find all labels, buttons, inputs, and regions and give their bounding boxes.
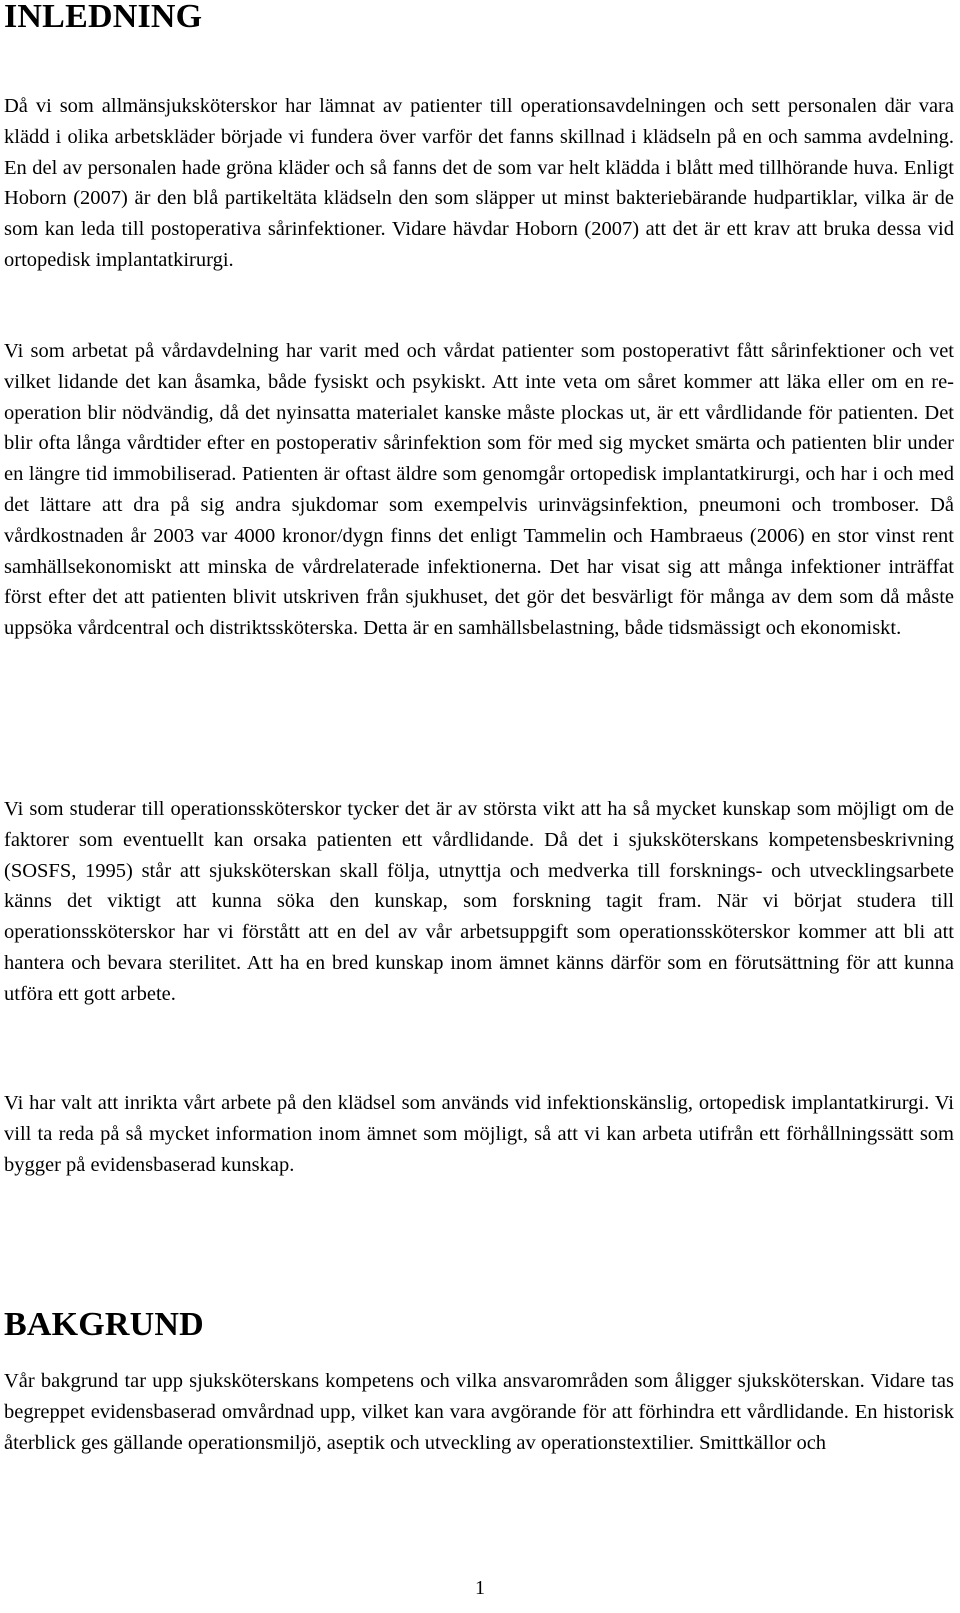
section-heading-bakgrund: BAKGRUND — [4, 1306, 204, 1343]
paragraph: Då vi som allmänsjuksköterskor har lämnat av patienter till operationsavdelningen och sett personalen där vara klädd i olika arbetskläder började vi fundera över varför det fanns skillnad i klädseln på en och samma avdelning. En del av personalen hade gröna kläder och så fanns det de som var helt klädda i blått med tillhörande huva. Enligt Hoborn (2007) är den blå partikeltäta klädseln den som släpper ut minst bakteriebärande hudpartiklar, vilka är de som kan leda till postoperativa sårinfektioner. Vidare hävdar Hoborn (2007) att det är ett krav att bruka dessa vid ortopedisk implantatkirurgi. — [4, 95, 954, 271]
paragraph: Vår bakgrund tar upp sjuksköterskans kompetens och vilka ansvarområden som åligger sjuksköterskan. Vidare tas begreppet evidensbaserad omvårdnad upp, vilket kan vara avgörande för att förhindra ett vårdlidande. En historisk återblick ges gällande operationsmiljö, aseptik och utveckling av operationstextilier. Smittkällor och — [4, 1370, 954, 1454]
paragraph: Vi som studerar till operationssköterskor tycker det är av största vikt att ha så mycket kunskap som möjligt om de faktorer som eventuellt kan orsaka patienten ett vårdlidande. Då det i sjuksköterskans kompetensbeskrivning (SOSFS, 1995) står att sjuksköterskan skall följa, utnyttja och medverka till forsknings- och utvecklingsarbete känns det viktigt att kunna söka den kunskap, som forskning tagit fram. När vi börjat studera till operationssköterskor har vi förstått att en del av vår arbetsuppgift som operationssköterskor kommer att bli att hantera och bevara sterilitet. Att ha en bred kunskap inom ämnet känns därför som en förutsättning för att kunna utföra ett gott arbete. — [4, 798, 954, 1005]
paragraph: Vi som arbetat på vårdavdelning har varit med och vårdat patienter som postoperativt fått sårinfektioner och vet vilket lidande det kan åsamka, både fysiskt och psykiskt. Att inte veta om såret kommer att läka eller om en re-operation blir nödvändig, då det nyinsatta materialet kanske måste plockas ut, är ett vårdlidande för patienten. Det blir ofta långa vårdtider efter en postoperativ sårinfektion som för med sig mycket smärta och patienten blir under en längre tid immobiliserad. Patienten är oftast äldre som genomgår ortopedisk implantatkirurgi, och har i och med det lättare att dra på sig andra sjukdomar som exempelvis urinvägsinfektion, pneumoni och tromboser. Då vårdkostnaden år 2003 var 4000 kronor/dygn finns det enligt Tammelin och Hambraeus (2006) en stor vinst rent samhällsekonomiskt att minska de vårdrelaterade infektionerna. Det har visat sig att många infektioner inträffat först efter det att patienten blivit utskriven från sjukhuset, det gör det besvärligt för många av dem som då måste uppsöka vårdcentral och distriktssköterska. Detta är en samhällsbelastning, både tidsmässigt och ekonomiskt. — [4, 340, 954, 640]
page-number: 1 — [475, 1577, 485, 1599]
paragraph: Vi har valt att inrikta vårt arbete på den klädsel som används vid infektionskänslig, ortopedisk implantatkirurgi. Vi vill ta reda på så mycket information inom ämnet som möjligt, så att vi kan arbeta utifrån ett förhållningssätt som bygger på evidensbaserad kunskap. — [4, 1092, 954, 1176]
section-heading-inledning: INLEDNING — [4, 0, 203, 35]
